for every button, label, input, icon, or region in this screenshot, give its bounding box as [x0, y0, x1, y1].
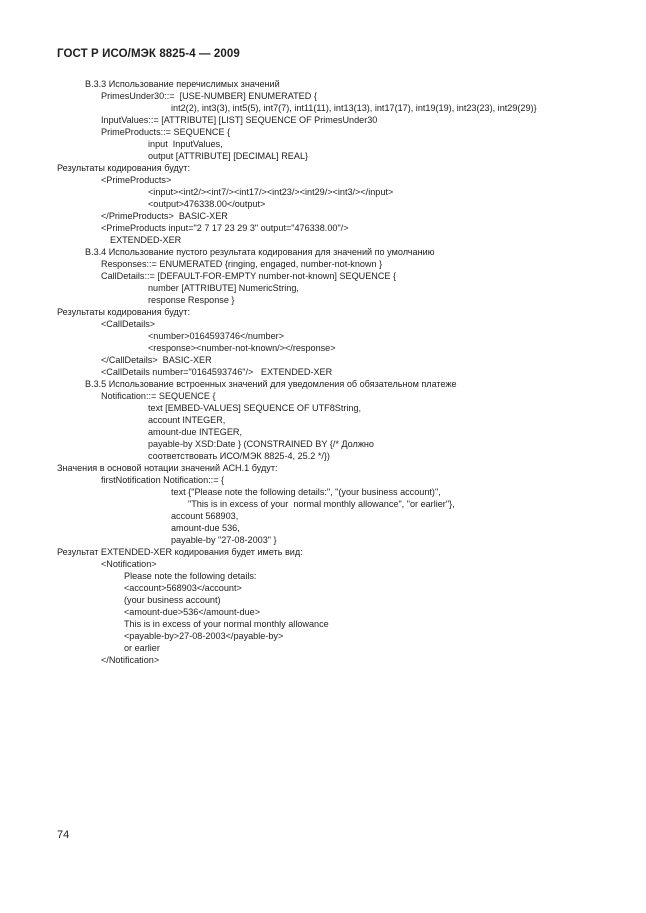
code-line: <payable-by>27-08-2003</payable-by> [124, 631, 284, 641]
code-line: InputValues::= [ATTRIBUTE] [LIST] SEQUENCE OF PrimesUnder30 [101, 115, 378, 125]
code-line: <input><int2/><int7/><int17/><int23/><int29/><int3/></input> [148, 187, 394, 197]
paragraph-text: Значения в основой нотации значений АСН.1 будут: [57, 463, 278, 473]
code-line: response Response } [148, 295, 235, 305]
paragraph-text: Результаты кодирования будут: [57, 307, 190, 317]
code-line: number [ATTRIBUTE] NumericString, [148, 283, 299, 293]
code-line: text {"Please note the following details:", "(your business account)", [171, 487, 441, 497]
code-line: <output>476338.00</output> [148, 199, 266, 209]
paragraph-text: Результаты кодирования будут: [57, 163, 190, 173]
code-line: or earlier [124, 643, 160, 653]
code-line: input InputValues, [148, 139, 223, 149]
code-line: <amount-due>536</amount-due> [124, 607, 261, 617]
section-heading-b33: B.3.3 Использование перечислимых значений [85, 79, 280, 89]
code-line: account INTEGER, [148, 415, 226, 425]
code-line: <account>568903</account> [124, 583, 242, 593]
code-line: EXTENDED-XER [110, 235, 182, 245]
code-line: text [EMBED-VALUES] SEQUENCE OF UTF8String, [148, 403, 362, 413]
code-line: <number>0164593746</number> [148, 331, 285, 341]
code-line: <response><number-not-known/></response> [148, 343, 336, 353]
code-line: This is in excess of your normal monthly allowance [124, 619, 329, 629]
code-line: payable-by "27-08-2003" } [171, 535, 277, 545]
document-header: ГОСТ Р ИСО/МЭК 8825-4 — 2009 [57, 48, 240, 60]
code-line: <CallDetails> [101, 319, 156, 329]
code-line: <PrimeProducts input="2 7 17 23 29 3" output="476338.00"/> [101, 223, 349, 233]
code-line: account 568903, [171, 511, 239, 521]
code-line: <Notification> [101, 559, 157, 569]
code-line: amount-due INTEGER, [148, 427, 243, 437]
code-line: PrimeProducts::= SEQUENCE { [101, 127, 231, 137]
code-line: (your business account) [124, 595, 221, 605]
code-line: Notification::= SEQUENCE { [101, 391, 216, 401]
code-line: payable-by XSD:Date } (CONSTRAINED BY {/* Должно [148, 439, 374, 449]
section-heading-b35: B.3.5 Использование встроенных значений для уведомления об обязательном платеже [85, 379, 457, 389]
code-line: int2(2), int3(3), int5(5), int7(7), int11(11), int13(13), int17(17), int19(19), int23(23), int29(29)} [171, 103, 537, 113]
code-line: соответствовать ИСО/МЭК 8825-4, 25.2 */}) [148, 451, 330, 461]
code-line: Responses::= ENUMERATED {ringing, engaged, number-not-known } [101, 259, 383, 269]
page-number: 74 [57, 829, 70, 841]
code-line: Please note the following details: [124, 571, 257, 581]
code-line: PrimesUnder30::= [USE-NUMBER] ENUMERATED { [101, 91, 317, 101]
code-line: <PrimeProducts> [101, 175, 172, 185]
code-line: firstNotification Notification::= { [101, 475, 225, 485]
code-line: amount-due 536, [171, 523, 240, 533]
code-line: </PrimeProducts> BASIC-XER [101, 211, 228, 221]
code-line: "This is in excess of your normal monthly allowance", "or earlier"}, [188, 499, 455, 509]
code-line: </Notification> [101, 655, 160, 665]
code-line: <CallDetails number="0164593746"/> EXTENDED-XER [101, 367, 333, 377]
code-line: CallDetails::= [DEFAULT-FOR-EMPTY number-not-known] SEQUENCE { [101, 271, 397, 281]
code-line: </CallDetails> BASIC-XER [101, 355, 212, 365]
paragraph-text: Результат EXTENDED-XER кодирования будет иметь вид: [57, 547, 303, 557]
section-heading-b34: B.3.4 Использование пустого результата кодирования для значений по умолчанию [85, 247, 435, 257]
code-line: output [ATTRIBUTE] [DECIMAL] REAL} [148, 151, 309, 161]
